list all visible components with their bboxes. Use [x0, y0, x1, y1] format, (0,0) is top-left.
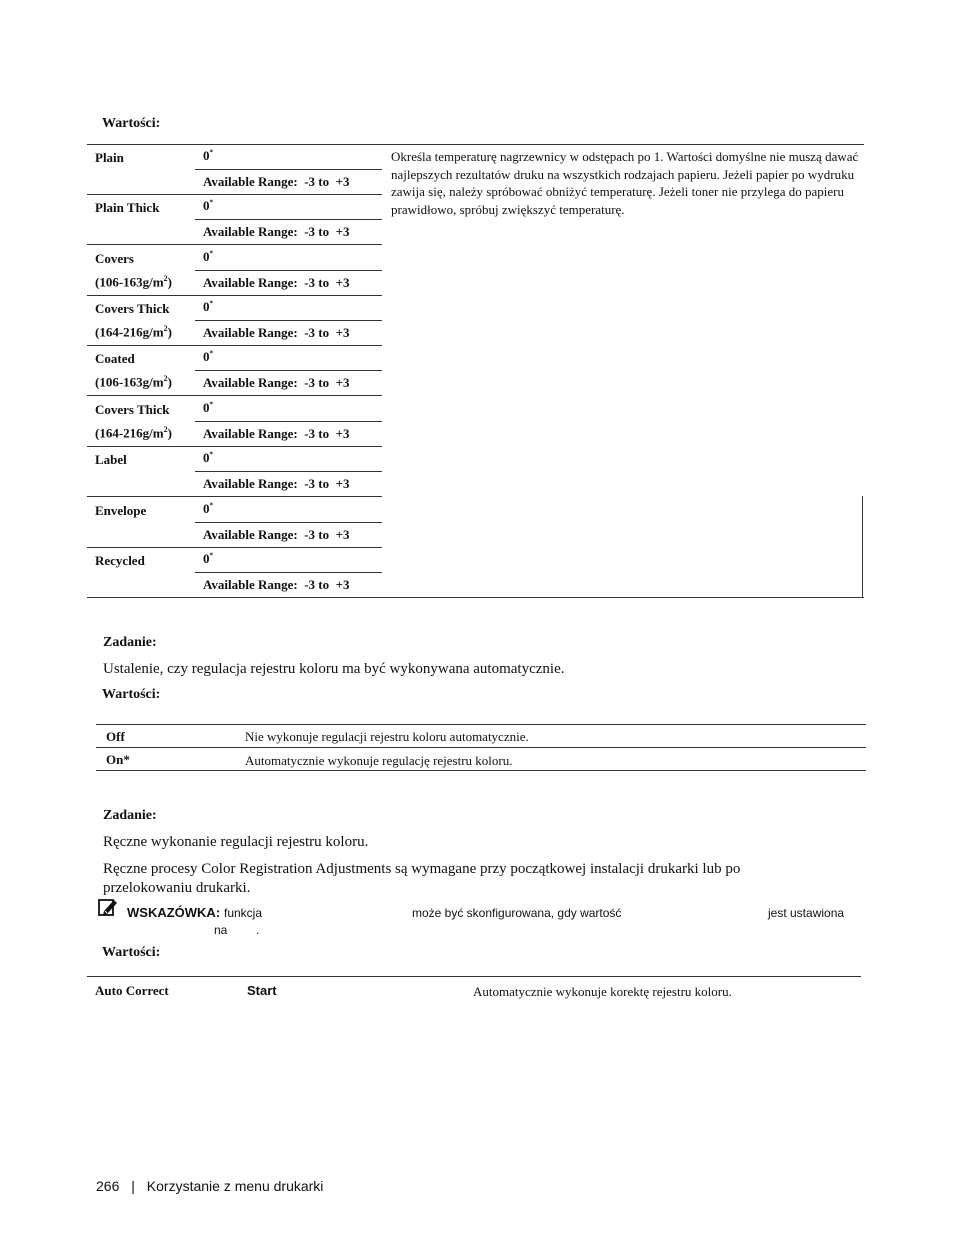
task-text-3b-line1: Ręczne procesy Color Registration Adjustments są wymagane przy początkowej instalacji drukarki lub po: [103, 861, 741, 877]
note-text-part5: .: [256, 923, 260, 937]
table-row: [87, 345, 382, 395]
note-text-part2: może być skonfigurowana, gdy wartość: [412, 906, 622, 920]
page-number: 266: [96, 1178, 120, 1194]
table-row: [87, 245, 382, 295]
table-row: [87, 547, 382, 597]
table-row: [87, 446, 382, 496]
paper-type-name: Envelope: [95, 503, 147, 518]
paper-type-name: Plain Thick: [95, 200, 160, 215]
paper-type-name: Coated $(106-163g/m^2)$: [95, 351, 172, 390]
option-off: Off: [106, 729, 125, 744]
default-value: 0*: [203, 349, 213, 364]
paper-type-name: Covers $(106-163g/m^2)$: [95, 251, 172, 290]
chapter-title: Korzystanie z menu drukarki: [146, 1178, 324, 1194]
auto-correct-value: Start: [247, 983, 277, 998]
fuser-temperature-table: [87, 144, 864, 598]
values-heading-3: Wartości:: [102, 945, 161, 960]
task-heading-3: Zadanie:: [103, 808, 157, 823]
auto-correct-name: Auto Correct: [95, 983, 169, 998]
default-value: 0*: [203, 551, 213, 566]
available-range: Available Range: -3 to +3: [203, 174, 350, 189]
task-text-3a: Ręczne wykonanie regulacji rejestru koloru.: [103, 834, 369, 850]
note-text-part1: funkcja: [224, 906, 263, 920]
table-top-border: [87, 976, 861, 977]
page-footer: [96, 1178, 323, 1194]
default-value: 0*: [203, 249, 213, 264]
option-off-description: Nie wykonuje regulacji rejestru koloru automatycznie.: [245, 729, 529, 744]
paper-type-name: Covers Thick $(164-216g/m^2)$: [95, 301, 172, 340]
paper-type-name: Plain: [95, 150, 124, 165]
task-text-2: Ustalenie, czy regulacja rejestru koloru ma być wykonywana automatycznie.: [103, 661, 565, 677]
paper-type-name: Recycled: [95, 553, 145, 568]
paper-type-name: Covers Thick $(164-216g/m^2)$: [95, 402, 172, 441]
temperature-description: Określa temperaturę nagrzewnicy w odstępach po 1. Wartości domyślne nie muszą dawać najlepszych rezultatów druku na wszystkich rodzajach papieru. Jeżeli papier po wydruku zawija się, należy spróbować obniżyć temperaturę. Jeżeli toner nie przylega do papieru prawidłowo, spróbuj zwiększyć temperaturę.: [391, 149, 859, 217]
note-text-part3: jest ustawiona: [768, 906, 845, 920]
table-top-border: [96, 724, 866, 725]
default-value: 0*: [203, 501, 213, 516]
available-range: Available Range: -3 to +3: [203, 476, 350, 491]
table-row-divider: [96, 747, 866, 748]
option-on: On*: [106, 752, 130, 767]
option-on-description: Automatycznie wykonuje regulację rejestru koloru.: [245, 753, 513, 768]
available-range: Available Range: -3 to +3: [203, 527, 350, 542]
task-text-3b-line2: przelokowaniu drukarki.: [103, 880, 251, 896]
values-heading-1: Wartości:: [102, 116, 161, 131]
default-value: 0*: [203, 450, 213, 465]
note-pencil-icon: [98, 897, 118, 917]
table-row: [87, 497, 382, 547]
note-text-part4: na: [214, 923, 228, 937]
table-row: [87, 396, 382, 446]
available-range: Available Range: -3 to +3: [203, 577, 350, 592]
table-right-border: [862, 496, 863, 598]
default-value: 0*: [203, 198, 213, 213]
available-range: Available Range: -3 to +3: [203, 426, 350, 441]
footer-separator: |: [131, 1178, 135, 1194]
default-value: 0*: [203, 148, 213, 163]
task-heading-2: Zadanie:: [103, 635, 157, 650]
available-range: Available Range: -3 to +3: [203, 224, 350, 239]
table-row: [87, 194, 382, 244]
paper-type-name: Label: [95, 452, 127, 467]
note-label: WSKAZÓWKA:: [127, 905, 221, 920]
default-value: 0*: [203, 299, 213, 314]
table-bottom-border: [87, 597, 864, 598]
table-row: [87, 144, 382, 194]
default-value: 0*: [203, 400, 213, 415]
table-bottom-border: [96, 770, 866, 771]
values-heading-2: Wartości:: [102, 687, 161, 702]
table-row: [87, 295, 382, 345]
available-range: Available Range: -3 to +3: [203, 325, 350, 340]
auto-correct-description: Automatycznie wykonuje korektę rejestru koloru.: [473, 984, 732, 999]
available-range: Available Range: -3 to +3: [203, 375, 350, 390]
available-range: Available Range: -3 to +3: [203, 275, 350, 290]
